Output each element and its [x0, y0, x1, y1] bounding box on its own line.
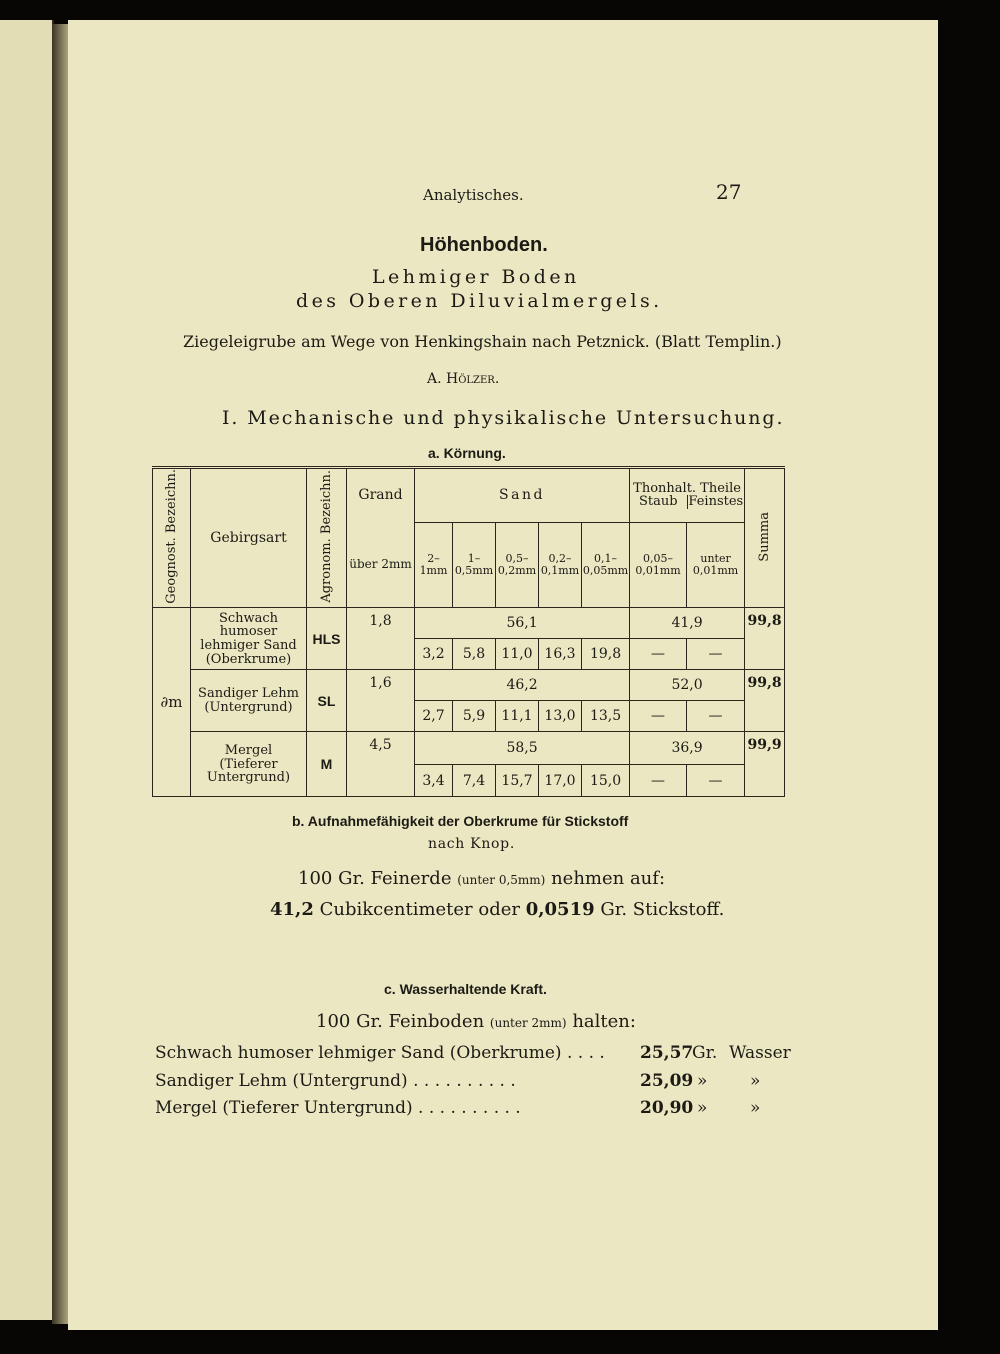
- water-row-label: Mergel (Tieferer Untergrund) . . . . . . . . . .: [155, 1098, 521, 1118]
- section-b-line-1-b: (unter 0,5mm): [457, 873, 546, 887]
- section-b-line-2: [270, 899, 724, 920]
- row-thon-total: 36,9: [630, 732, 745, 765]
- row-sand-value: 2,7: [415, 701, 453, 732]
- row-sand-value: 16,3: [539, 639, 582, 670]
- section-b-mass: 0,0519: [525, 899, 595, 920]
- row-staub: —: [630, 701, 687, 732]
- water-row: [155, 1098, 521, 1118]
- row-summa: 99,8: [745, 670, 785, 732]
- header-grand: Grand: [347, 468, 415, 523]
- header-thon: [630, 468, 745, 523]
- header-sand-col: 0,2–0,1mm: [539, 522, 582, 608]
- header-sand: Sand: [415, 468, 630, 523]
- row-sand-value: 11,1: [496, 701, 539, 732]
- water-row-label: Sandiger Lehm (Untergrund) . . . . . . . . . .: [155, 1071, 516, 1091]
- section-b-sub: nach Knop.: [428, 836, 515, 852]
- header-sand-col: 2–1mm: [415, 522, 453, 608]
- header-agronom: Agronom. Bezeichn.: [307, 468, 347, 608]
- koernung-table: [152, 466, 785, 797]
- row-sand-value: 11,0: [496, 639, 539, 670]
- row-sand-value: 13,0: [539, 701, 582, 732]
- section-b-volume: 41,2: [270, 899, 314, 920]
- row-sand-value: 17,0: [539, 765, 582, 797]
- row-staub: —: [630, 639, 687, 670]
- header-grand-sub: über 2mm: [347, 522, 415, 608]
- page-number: 27: [716, 180, 742, 204]
- row-agronom: SL: [307, 670, 347, 732]
- water-row-unit-2: »: [750, 1098, 761, 1118]
- subtitle-line-2: des Oberen Diluvialmergels.: [296, 290, 663, 312]
- header-staub: Staub: [639, 494, 678, 510]
- row-gebirgsart: Sandiger Lehm (Untergrund): [191, 670, 307, 732]
- row-summa: 99,8: [745, 608, 785, 670]
- row-sand-value: 5,8: [453, 639, 496, 670]
- section-b-line-1-a: 100 Gr. Feinerde: [298, 868, 452, 889]
- water-row-value: 25,57: [640, 1043, 694, 1063]
- row-thon-total: 41,9: [630, 608, 745, 639]
- header-geognost: Geognost. Bezeichn.: [153, 468, 191, 608]
- header-summa: Summa: [745, 468, 785, 608]
- header-thon-label: Thonhalt. Theile: [633, 480, 741, 496]
- row-sand-value: 15,7: [496, 765, 539, 797]
- water-row-value: 20,90: [640, 1098, 694, 1118]
- row-feinstes: —: [687, 701, 745, 732]
- row-sand-total: 56,1: [415, 608, 630, 639]
- row-agronom: HLS: [307, 608, 347, 670]
- water-row-unit: Gr.: [692, 1043, 718, 1063]
- left-page-edge: [0, 20, 54, 1320]
- header-sand-col: 0,5–0,2mm: [496, 522, 539, 608]
- water-row-unit-2: »: [750, 1071, 761, 1091]
- geognost-symbol: ∂m: [153, 608, 191, 797]
- row-sand-value: 3,2: [415, 639, 453, 670]
- section-b-heading: b. Aufnahmefähigkeit der Oberkrume für Stickstoff: [292, 813, 629, 829]
- header-feinstes: Feinstes: [688, 494, 744, 510]
- section-heading-1: I. Mechanische und physikalische Untersuchung.: [222, 407, 785, 429]
- header-feinstes-sub: unter 0,01mm: [687, 522, 745, 608]
- water-row-unit-2: Wasser: [729, 1043, 791, 1063]
- row-staub: —: [630, 765, 687, 797]
- water-row-unit: »: [697, 1071, 708, 1091]
- section-c-line-1: [316, 1011, 636, 1032]
- row-grand: 4,5: [347, 732, 415, 797]
- row-agronom: M: [307, 732, 347, 797]
- row-gebirgsart: Mergel (Tieferer Untergrund): [191, 732, 307, 797]
- row-sand-value: 13,5: [582, 701, 630, 732]
- water-row: [155, 1071, 516, 1091]
- section-b-line-1: [298, 868, 665, 889]
- section-c-line-1-b: (unter 2mm): [489, 1016, 567, 1030]
- running-title: Analytisches.: [423, 186, 524, 204]
- section-b-line-2-d: Gr. Stickstoff.: [600, 899, 725, 920]
- row-sand-total: 58,5: [415, 732, 630, 765]
- header-gebirgsart: Gebirgsart: [191, 468, 307, 608]
- author: A. Hölzer.: [427, 371, 500, 387]
- subtitle-line-1: Lehmiger Boden: [372, 266, 580, 288]
- row-sand-value: 7,4: [453, 765, 496, 797]
- section-c-line-1-c: halten:: [572, 1011, 636, 1032]
- location-line: Ziegeleigrube am Wege von Henkingshain nach Petznick. (Blatt Templin.): [183, 332, 782, 351]
- row-feinstes: —: [687, 765, 745, 797]
- row-feinstes: —: [687, 639, 745, 670]
- row-grand: 1,8: [347, 608, 415, 670]
- section-b-line-1-c: nehmen auf:: [551, 868, 666, 889]
- section-c-line-1-a: 100 Gr. Feinboden: [316, 1011, 485, 1032]
- row-sand-value: 15,0: [582, 765, 630, 797]
- water-row-unit: »: [697, 1098, 708, 1118]
- row-grand: 1,6: [347, 670, 415, 732]
- water-row-label: Schwach humoser lehmiger Sand (Oberkrume) . . . .: [155, 1043, 605, 1063]
- row-sand-total: 46,2: [415, 670, 630, 701]
- water-row-value: 25,09: [640, 1071, 694, 1091]
- subheading-koernung: a. Körnung.: [428, 445, 506, 461]
- header-sand-col: 1–0,5mm: [453, 522, 496, 608]
- header-staub-sub: 0,05–0,01mm: [630, 522, 687, 608]
- row-thon-total: 52,0: [630, 670, 745, 701]
- section-b-line-2-b: Cubikcentimeter oder: [319, 899, 520, 920]
- row-summa: 99,9: [745, 732, 785, 797]
- header-sand-col: 0,1–0,05mm: [582, 522, 630, 608]
- row-sand-value: 19,8: [582, 639, 630, 670]
- section-c-heading: c. Wasserhaltende Kraft.: [384, 981, 547, 997]
- row-sand-value: 3,4: [415, 765, 453, 797]
- water-row: [155, 1043, 605, 1063]
- row-gebirgsart: Schwach humoser lehmiger Sand (Oberkrume): [191, 608, 307, 670]
- page-title: Höhenboden.: [420, 234, 548, 256]
- row-sand-value: 5,9: [453, 701, 496, 732]
